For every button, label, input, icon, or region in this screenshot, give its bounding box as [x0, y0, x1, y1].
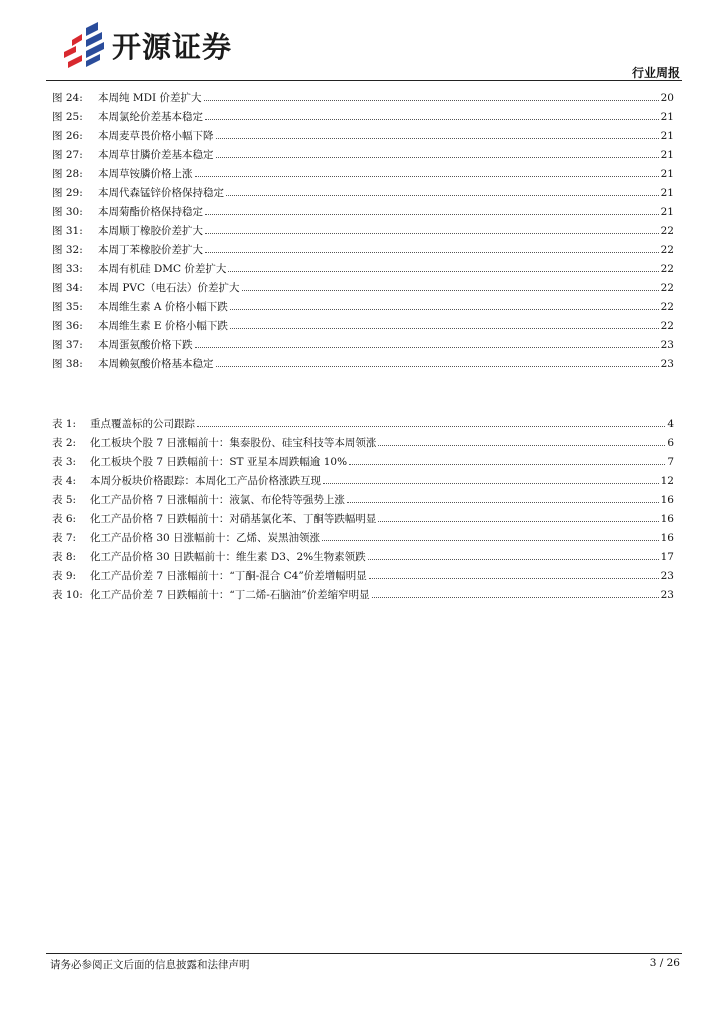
toc-entry-title: 本周草铵膦价格上涨: [98, 168, 193, 180]
toc-entry-number: 图 36:: [52, 320, 83, 332]
toc-leader-dots: [195, 176, 659, 177]
toc-entry-title: 化工产品价格 30 日跌幅前十：维生素 D3、2%生物素领跌: [90, 551, 366, 563]
toc-entry-page: 23: [660, 570, 674, 582]
toc-entry-page: 20: [660, 92, 674, 104]
toc-leader-dots: [228, 271, 658, 272]
toc-entry-page: 21: [660, 149, 674, 161]
toc-entry-title: 化工产品价格 30 日涨幅前十：乙烯、炭黑油领涨: [90, 532, 321, 544]
toc-leader-dots: [378, 521, 658, 522]
table-toc-entry[interactable]: [52, 568, 674, 587]
table-toc-entry[interactable]: [52, 549, 674, 568]
toc-leader-dots: [226, 195, 659, 196]
toc-entry-title: 化工产品价格 7 日涨幅前十：液氯、布伦特等强势上涨: [90, 494, 345, 506]
toc-leader-dots: [205, 119, 659, 120]
toc-entry-title: 本周菊酯价格保持稳定: [98, 206, 203, 218]
toc-entry-title: 化工产品价差 7 日涨幅前十：“丁酮-混合 C4”价差增幅明显: [90, 570, 367, 582]
toc-entry-title: 本周 PVC（电石法）价差扩大: [98, 282, 240, 294]
toc-leader-dots: [216, 138, 659, 139]
toc-entry-page: 23: [660, 589, 674, 601]
toc-leader-dots: [230, 309, 659, 310]
toc-entry-page: 4: [667, 418, 674, 430]
table-toc-entry[interactable]: [52, 416, 674, 435]
toc-leader-dots: [205, 233, 659, 234]
toc-entry-number: 图 30:: [52, 206, 83, 218]
figure-toc-entry[interactable]: [52, 280, 674, 299]
toc-entry-number: 表 2:: [52, 437, 77, 449]
toc-leader-dots: [204, 100, 659, 101]
toc-entry-title: 化工板块个股 7 日涨幅前十：集泰股份、硅宝科技等本周领涨: [90, 437, 377, 449]
toc-entry-page: 22: [660, 263, 674, 275]
toc-entry-title: 本周分板块价格跟踪：本周化工产品价格涨跌互现: [90, 475, 321, 487]
toc-entry-page: 21: [660, 187, 674, 199]
table-toc-entry[interactable]: [52, 473, 674, 492]
toc-entry-page: 6: [667, 437, 674, 449]
toc-entry-title: 本周赖氨酸价格基本稳定: [98, 358, 214, 370]
footer-divider: [46, 953, 682, 954]
toc-entry-number: 图 31:: [52, 225, 83, 237]
toc-entry-number: 表 7:: [52, 532, 77, 544]
toc-leader-dots: [368, 559, 659, 560]
figure-toc-entry[interactable]: [52, 223, 674, 242]
toc-entry-page: 17: [660, 551, 674, 563]
toc-entry-page: 22: [660, 320, 674, 332]
figure-toc-entry[interactable]: [52, 185, 674, 204]
toc-leader-dots: [323, 483, 659, 484]
figure-toc-entry[interactable]: [52, 356, 674, 375]
toc-entry-title: 本周麦草畏价格小幅下降: [98, 130, 214, 142]
toc-entry-page: 21: [660, 168, 674, 180]
toc-entry-number: 表 3:: [52, 456, 77, 468]
table-toc-entry[interactable]: [52, 454, 674, 473]
toc-entry-number: 表 5:: [52, 494, 77, 506]
toc-entry-number: 图 37:: [52, 339, 83, 351]
table-toc-entry[interactable]: [52, 511, 674, 530]
company-logo: [58, 20, 288, 70]
figure-toc-entry[interactable]: [52, 261, 674, 280]
toc-entry-title: 本周草甘膦价差基本稳定: [98, 149, 214, 161]
table-toc-entry[interactable]: [52, 530, 674, 549]
toc-entry-number: 图 35:: [52, 301, 83, 313]
toc-entry-page: 22: [660, 301, 674, 313]
toc-entry-number: 图 25:: [52, 111, 83, 123]
toc-entry-number: 图 28:: [52, 168, 83, 180]
toc-entry-number: 表 10:: [52, 589, 83, 601]
toc-leader-dots: [369, 578, 659, 579]
toc-leader-dots: [349, 464, 665, 465]
toc-leader-dots: [378, 445, 665, 446]
footer-disclaimer: 请务必参阅正文后面的信息披露和法律声明: [50, 959, 250, 971]
figure-toc-entry[interactable]: [52, 299, 674, 318]
toc-entry-number: 图 33:: [52, 263, 83, 275]
toc-entry-page: 21: [660, 130, 674, 142]
figure-toc-entry[interactable]: [52, 128, 674, 147]
toc-entry-number: 图 24:: [52, 92, 83, 104]
toc-entry-page: 7: [667, 456, 674, 468]
toc-entry-page: 22: [660, 225, 674, 237]
toc-entry-page: 23: [660, 358, 674, 370]
toc-entry-number: 表 9:: [52, 570, 77, 582]
figure-toc-entry[interactable]: [52, 242, 674, 261]
page-header: [46, 18, 682, 82]
figure-toc-entry[interactable]: [52, 109, 674, 128]
table-toc-entry[interactable]: [52, 435, 674, 454]
toc-entry-title: 重点覆盖标的公司跟踪: [90, 418, 195, 430]
logo-text: 开源证券: [112, 29, 233, 64]
toc-leader-dots: [216, 157, 659, 158]
toc-leader-dots: [205, 214, 659, 215]
toc-entry-page: 16: [660, 532, 674, 544]
toc-leader-dots: [347, 502, 659, 503]
toc-entry-number: 图 26:: [52, 130, 83, 142]
figure-toc-entry[interactable]: [52, 337, 674, 356]
toc-entry-page: 12: [660, 475, 674, 487]
toc-entry-number: 图 34:: [52, 282, 83, 294]
toc-entry-page: 21: [660, 111, 674, 123]
toc-leader-dots: [322, 540, 659, 541]
toc-leader-dots: [242, 290, 659, 291]
toc-entry-number: 图 38:: [52, 358, 83, 370]
toc-entry-number: 图 27:: [52, 149, 83, 161]
figure-toc-entry[interactable]: [52, 166, 674, 185]
figure-toc-entry[interactable]: [52, 90, 674, 109]
header-divider: [46, 80, 682, 81]
toc-leader-dots: [195, 347, 659, 348]
toc-entry-title: 本周丁苯橡胶价差扩大: [98, 244, 203, 256]
toc-leader-dots: [205, 252, 659, 253]
toc-entry-page: 21: [660, 206, 674, 218]
toc-entry-number: 表 4:: [52, 475, 77, 487]
toc-entry-page: 23: [660, 339, 674, 351]
kaiyuan-logo-icon: [58, 22, 108, 68]
toc-entry-title: 本周有机硅 DMC 价差扩大: [98, 263, 227, 275]
toc-leader-dots: [372, 597, 659, 598]
page-number: 3 / 26: [649, 957, 680, 969]
table-toc-entry[interactable]: [52, 492, 674, 511]
toc-entry-title: 化工产品价差 7 日跌幅前十：“丁二烯-石脑油”价差缩窄明显: [90, 589, 370, 601]
toc-entry-number: 图 32:: [52, 244, 83, 256]
figure-index: [52, 90, 674, 375]
toc-entry-page: 22: [660, 282, 674, 294]
toc-entry-title: 化工板块个股 7 日跌幅前十：ST 亚星本周跌幅逾 10%: [90, 456, 348, 468]
table-index: [52, 416, 674, 606]
toc-entry-title: 本周代森锰锌价格保持稳定: [98, 187, 224, 199]
toc-entry-page: 22: [660, 244, 674, 256]
report-type-label: 行业周报: [631, 66, 680, 80]
toc-entry-number: 表 8:: [52, 551, 77, 563]
table-toc-entry[interactable]: [52, 587, 674, 606]
figure-toc-entry[interactable]: [52, 318, 674, 337]
toc-leader-dots: [197, 426, 665, 427]
toc-entry-number: 表 6:: [52, 513, 77, 525]
toc-leader-dots: [230, 328, 659, 329]
figure-toc-entry[interactable]: [52, 147, 674, 166]
toc-entry-number: 表 1:: [52, 418, 77, 430]
toc-entry-title: 本周氯纶价差基本稳定: [98, 111, 203, 123]
toc-entry-page: 16: [660, 513, 674, 525]
toc-entry-title: 本周维生素 E 价格小幅下跌: [98, 320, 228, 332]
toc-entry-title: 化工产品价格 7 日跌幅前十：对硝基氯化苯、丁酮等跌幅明显: [90, 513, 377, 525]
toc-entry-page: 16: [660, 494, 674, 506]
figure-toc-entry[interactable]: [52, 204, 674, 223]
toc-entry-title: 本周顺丁橡胶价差扩大: [98, 225, 203, 237]
toc-entry-title: 本周维生素 A 价格小幅下跌: [98, 301, 228, 313]
toc-leader-dots: [216, 366, 659, 367]
toc-entry-title: 本周蛋氨酸价格下跌: [98, 339, 193, 351]
toc-entry-number: 图 29:: [52, 187, 83, 199]
toc-entry-title: 本周纯 MDI 价差扩大: [98, 92, 202, 104]
